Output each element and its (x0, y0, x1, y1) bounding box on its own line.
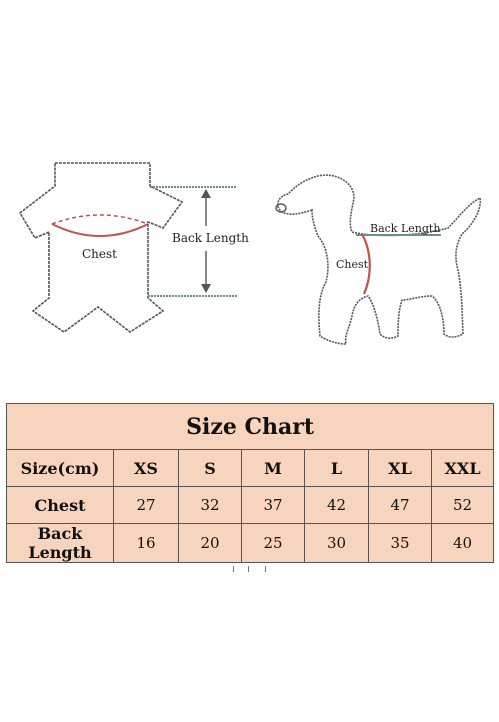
table-artifact-tick (248, 566, 249, 572)
size-header-xl: XL (369, 450, 432, 487)
chest-m-value: 37 (242, 487, 305, 524)
back-length-row (7, 524, 494, 563)
table-artifact-tick (233, 566, 234, 572)
chest-xl-value: 47 (369, 487, 432, 524)
size-header-row (7, 450, 494, 487)
size-header-label: Size(cm) (7, 450, 114, 487)
arrow-up-icon (201, 189, 211, 198)
size-chart-title-row (7, 404, 494, 450)
table-artifact-tick (265, 566, 266, 572)
chest-xxl-value: 52 (432, 487, 494, 524)
chest-row (7, 487, 494, 524)
shirt-chest-dashed-line (52, 215, 148, 224)
size-chart-title: Size Chart (7, 404, 494, 450)
back-length-xl-value: 35 (369, 524, 432, 563)
chest-s-value: 32 (179, 487, 242, 524)
back-length-xxl-value: 40 (432, 524, 494, 563)
dog-diagram (276, 175, 480, 344)
shirt-chest-label: Chest (82, 247, 117, 261)
shirt-back-length-label: Back Length (172, 231, 249, 245)
size-header-l: L (305, 450, 369, 487)
arrow-down-icon (201, 284, 211, 293)
back-length-m-value: 25 (242, 524, 305, 563)
size-header-xs: XS (114, 450, 179, 487)
back-length-s-value: 20 (179, 524, 242, 563)
size-header-xxl: XXL (432, 450, 494, 487)
back-length-l-value: 30 (305, 524, 369, 563)
back-length-xs-value: 16 (114, 524, 179, 563)
chest-xs-value: 27 (114, 487, 179, 524)
shirt-chest-line (52, 224, 148, 236)
size-header-s: S (179, 450, 242, 487)
back-length-row-label: Back Length (7, 524, 114, 563)
shirt-diagram (20, 163, 249, 332)
dog-chest-label: Chest (336, 258, 369, 271)
dog-outline (278, 175, 481, 344)
chest-row-label: Chest (7, 487, 114, 524)
size-header-m: M (242, 450, 305, 487)
dog-back-length-label: Back Length (370, 222, 441, 235)
chest-l-value: 42 (305, 487, 369, 524)
dog-nose-icon (276, 204, 286, 212)
size-chart-table (6, 403, 494, 563)
